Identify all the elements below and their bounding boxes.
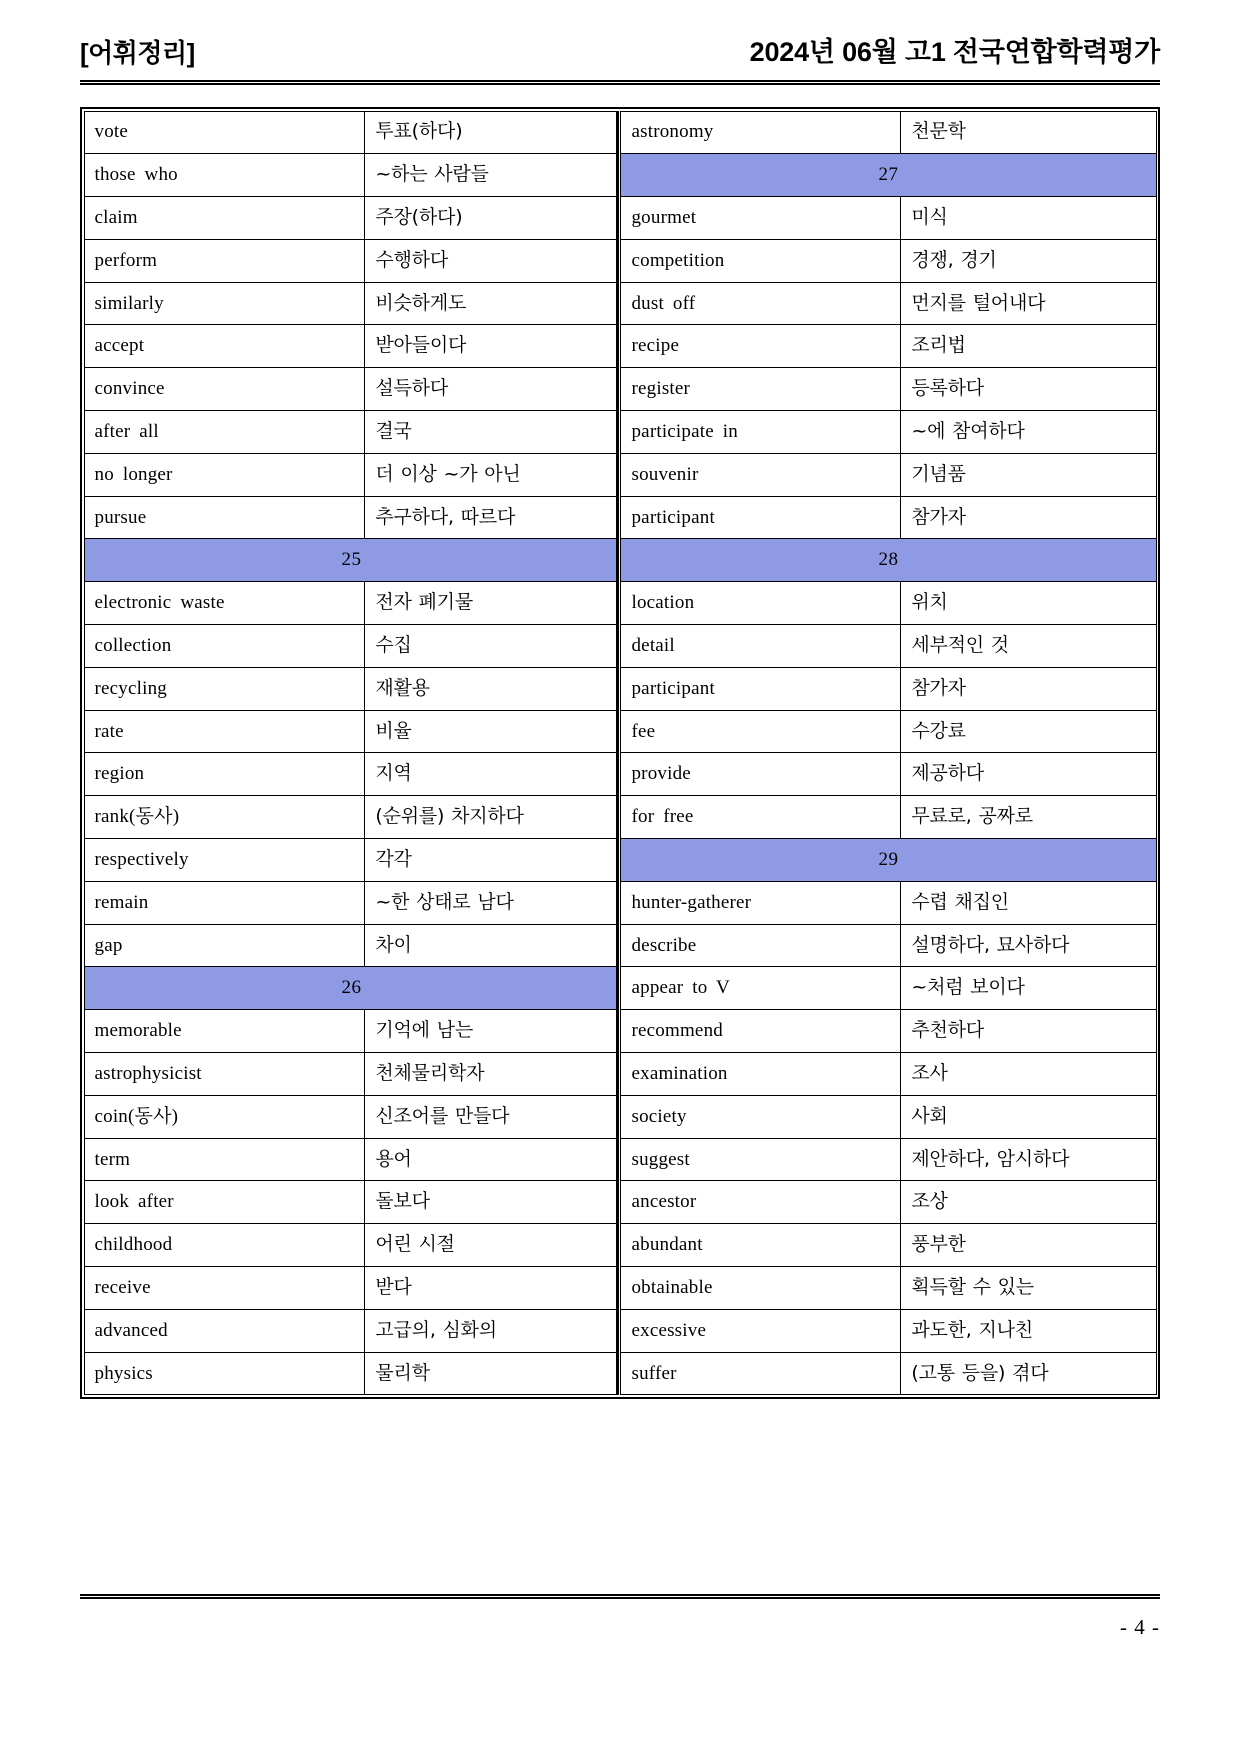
table-row <box>84 839 1156 882</box>
table-row <box>84 710 1156 753</box>
english-term-cell: memorable <box>84 1010 365 1053</box>
korean-meaning-cell: 받아들이다 <box>365 325 620 368</box>
english-term-cell: rate <box>84 710 365 753</box>
table-row <box>84 1053 1156 1096</box>
korean-meaning-cell: ~한 상태로 남다 <box>365 881 620 924</box>
korean-meaning-cell: 무료로, 공짜로 <box>901 796 1156 839</box>
table-row <box>84 197 1156 240</box>
vocabulary-table-frame <box>80 107 1160 1399</box>
korean-meaning-cell: 참가자 <box>901 496 1156 539</box>
korean-meaning-cell: ~하는 사람들 <box>365 154 620 197</box>
english-term-cell: coin(동사) <box>84 1095 365 1138</box>
english-term-cell: describe <box>620 924 901 967</box>
table-row <box>84 539 1156 582</box>
table-row <box>84 1181 1156 1224</box>
korean-meaning-cell: 각각 <box>365 839 620 882</box>
english-term-cell: participant <box>620 496 901 539</box>
section-header-cell: 25 <box>84 539 620 582</box>
english-term-cell: dust off <box>620 282 901 325</box>
english-term-cell: recipe <box>620 325 901 368</box>
english-term-cell: term <box>84 1138 365 1181</box>
section-header-cell: 26 <box>84 967 620 1010</box>
english-term-cell: appear to V <box>620 967 901 1010</box>
korean-meaning-cell: 추천하다 <box>901 1010 1156 1053</box>
table-row <box>84 967 1156 1010</box>
korean-meaning-cell: (순위를) 차지하다 <box>365 796 620 839</box>
korean-meaning-cell: 돌보다 <box>365 1181 620 1224</box>
korean-meaning-cell: 조사 <box>901 1053 1156 1096</box>
table-row <box>84 1095 1156 1138</box>
english-term-cell: similarly <box>84 282 365 325</box>
korean-meaning-cell: 조상 <box>901 1181 1156 1224</box>
english-term-cell: accept <box>84 325 365 368</box>
table-row <box>84 1224 1156 1267</box>
english-term-cell: for free <box>620 796 901 839</box>
korean-meaning-cell: 비슷하게도 <box>365 282 620 325</box>
korean-meaning-cell: 조리법 <box>901 325 1156 368</box>
english-term-cell: vote <box>84 111 365 154</box>
english-term-cell: register <box>620 368 901 411</box>
english-term-cell: astronomy <box>620 111 901 154</box>
korean-meaning-cell: 수행하다 <box>365 239 620 282</box>
section-header-cell: 27 <box>620 154 1156 197</box>
table-row <box>84 411 1156 454</box>
english-term-cell: remain <box>84 881 365 924</box>
exam-title: 2024년 06월 고1 전국연합학력평가 <box>749 37 1160 67</box>
english-term-cell: advanced <box>84 1309 365 1352</box>
korean-meaning-cell: 재활용 <box>365 667 620 710</box>
table-row <box>84 582 1156 625</box>
english-term-cell: claim <box>84 197 365 240</box>
korean-meaning-cell: 먼지를 털어내다 <box>901 282 1156 325</box>
korean-meaning-cell: 수강료 <box>901 710 1156 753</box>
korean-meaning-cell: 천체물리학자 <box>365 1053 620 1096</box>
korean-meaning-cell: 획득할 수 있는 <box>901 1267 1156 1310</box>
table-row <box>84 1138 1156 1181</box>
korean-meaning-cell: 기념품 <box>901 453 1156 496</box>
english-term-cell: examination <box>620 1053 901 1096</box>
english-term-cell: pursue <box>84 496 365 539</box>
english-term-cell: abundant <box>620 1224 901 1267</box>
english-term-cell: hunter-gatherer <box>620 881 901 924</box>
english-term-cell: participant <box>620 667 901 710</box>
table-row <box>84 325 1156 368</box>
table-row <box>84 924 1156 967</box>
korean-meaning-cell: 신조어를 만들다 <box>365 1095 620 1138</box>
korean-meaning-cell: 고급의, 심화의 <box>365 1309 620 1352</box>
english-term-cell: gap <box>84 924 365 967</box>
table-row <box>84 1267 1156 1310</box>
english-term-cell: detail <box>620 625 901 668</box>
korean-meaning-cell: 등록하다 <box>901 368 1156 411</box>
table-row <box>84 1309 1156 1352</box>
korean-meaning-cell: 제공하다 <box>901 753 1156 796</box>
english-term-cell: convince <box>84 368 365 411</box>
korean-meaning-cell: 투표(하다) <box>365 111 620 154</box>
table-row <box>84 239 1156 282</box>
english-term-cell: electronic waste <box>84 582 365 625</box>
table-row <box>84 1010 1156 1053</box>
table-row <box>84 282 1156 325</box>
korean-meaning-cell: 경쟁, 경기 <box>901 239 1156 282</box>
english-term-cell: souvenir <box>620 453 901 496</box>
english-term-cell: region <box>84 753 365 796</box>
english-term-cell: those who <box>84 154 365 197</box>
korean-meaning-cell: 미식 <box>901 197 1156 240</box>
english-term-cell: after all <box>84 411 365 454</box>
english-term-cell: provide <box>620 753 901 796</box>
korean-meaning-cell: 설득하다 <box>365 368 620 411</box>
korean-meaning-cell: 지역 <box>365 753 620 796</box>
table-row <box>84 496 1156 539</box>
english-term-cell: ancestor <box>620 1181 901 1224</box>
korean-meaning-cell: 물리학 <box>365 1352 620 1395</box>
korean-meaning-cell: 제안하다, 암시하다 <box>901 1138 1156 1181</box>
page-footer <box>80 1594 1160 1640</box>
korean-meaning-cell: 어린 시절 <box>365 1224 620 1267</box>
page-number: - 4 - <box>1120 1615 1160 1639</box>
table-row <box>84 667 1156 710</box>
korean-meaning-cell: 설명하다, 묘사하다 <box>901 924 1156 967</box>
table-row <box>84 796 1156 839</box>
korean-meaning-cell: 비율 <box>365 710 620 753</box>
korean-meaning-cell: 수렵 채집인 <box>901 881 1156 924</box>
vocabulary-table <box>84 111 1157 1396</box>
korean-meaning-cell: ~에 참여하다 <box>901 411 1156 454</box>
english-term-cell: physics <box>84 1352 365 1395</box>
table-row <box>84 154 1156 197</box>
english-term-cell: rank(동사) <box>84 796 365 839</box>
korean-meaning-cell: 수집 <box>365 625 620 668</box>
korean-meaning-cell: 기억에 남는 <box>365 1010 620 1053</box>
korean-meaning-cell: 받다 <box>365 1267 620 1310</box>
korean-meaning-cell: 위치 <box>901 582 1156 625</box>
section-header-cell: 29 <box>620 839 1156 882</box>
english-term-cell: childhood <box>84 1224 365 1267</box>
english-term-cell: perform <box>84 239 365 282</box>
korean-meaning-cell: 추구하다, 따르다 <box>365 496 620 539</box>
table-row <box>84 881 1156 924</box>
korean-meaning-cell: 주장(하다) <box>365 197 620 240</box>
korean-meaning-cell: 풍부한 <box>901 1224 1156 1267</box>
korean-meaning-cell: 결국 <box>365 411 620 454</box>
korean-meaning-cell: 차이 <box>365 924 620 967</box>
table-row <box>84 1352 1156 1395</box>
korean-meaning-cell: 용어 <box>365 1138 620 1181</box>
english-term-cell: excessive <box>620 1309 901 1352</box>
english-term-cell: recycling <box>84 667 365 710</box>
korean-meaning-cell: ~처럼 보이다 <box>901 967 1156 1010</box>
korean-meaning-cell: 과도한, 지나친 <box>901 1309 1156 1352</box>
section-header-cell: 28 <box>620 539 1156 582</box>
korean-meaning-cell: (고통 등을) 겪다 <box>901 1352 1156 1395</box>
korean-meaning-cell: 천문학 <box>901 111 1156 154</box>
english-term-cell: competition <box>620 239 901 282</box>
korean-meaning-cell: 전자 폐기물 <box>365 582 620 625</box>
english-term-cell: obtainable <box>620 1267 901 1310</box>
english-term-cell: suffer <box>620 1352 901 1395</box>
page-header <box>80 0 1160 66</box>
english-term-cell: look after <box>84 1181 365 1224</box>
english-term-cell: receive <box>84 1267 365 1310</box>
document-section-title: [어휘정리] <box>80 38 195 68</box>
english-term-cell: society <box>620 1095 901 1138</box>
english-term-cell: participate in <box>620 411 901 454</box>
english-term-cell: location <box>620 582 901 625</box>
table-row <box>84 625 1156 668</box>
korean-meaning-cell: 더 이상 ~가 아닌 <box>365 453 620 496</box>
table-row <box>84 368 1156 411</box>
table-row <box>84 111 1156 154</box>
header-divider <box>80 80 1160 85</box>
english-term-cell: collection <box>84 625 365 668</box>
table-row <box>84 453 1156 496</box>
english-term-cell: gourmet <box>620 197 901 240</box>
english-term-cell: astrophysicist <box>84 1053 365 1096</box>
table-row <box>84 753 1156 796</box>
english-term-cell: respectively <box>84 839 365 882</box>
korean-meaning-cell: 참가자 <box>901 667 1156 710</box>
footer-divider <box>80 1594 1160 1599</box>
korean-meaning-cell: 세부적인 것 <box>901 625 1156 668</box>
english-term-cell: suggest <box>620 1138 901 1181</box>
english-term-cell: no longer <box>84 453 365 496</box>
english-term-cell: recommend <box>620 1010 901 1053</box>
english-term-cell: fee <box>620 710 901 753</box>
korean-meaning-cell: 사회 <box>901 1095 1156 1138</box>
